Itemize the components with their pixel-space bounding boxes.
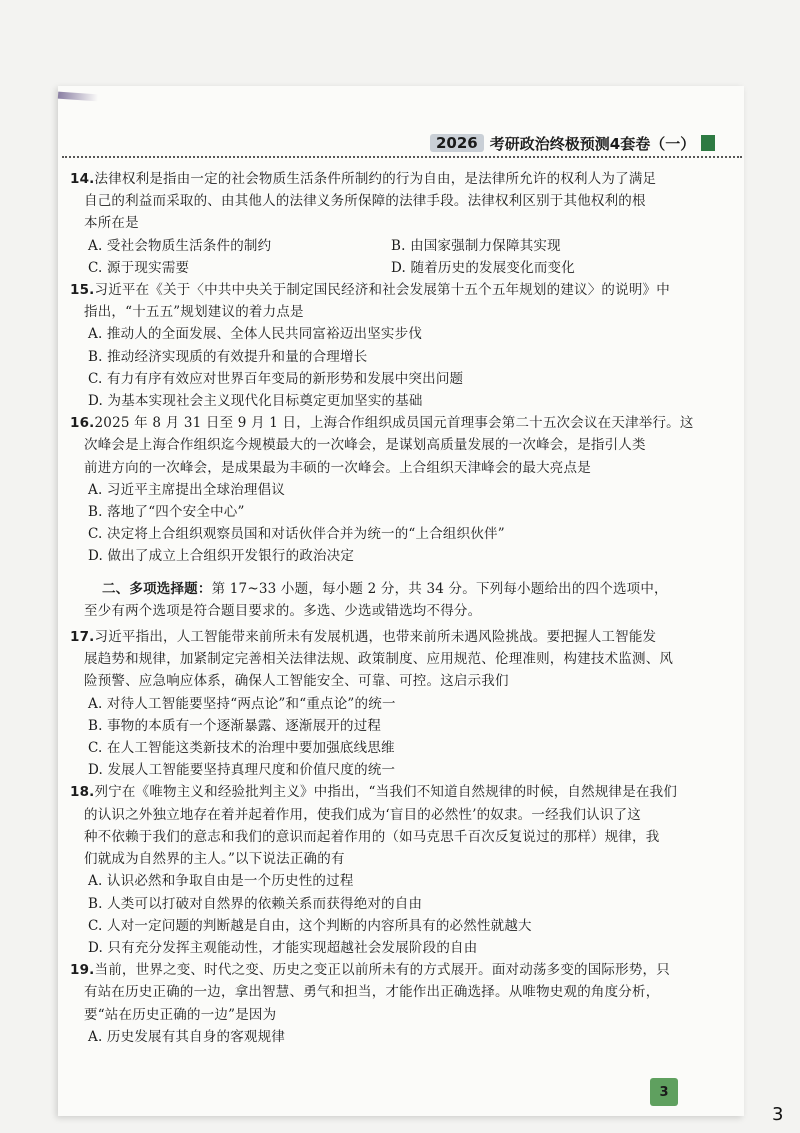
question-18 bbox=[70, 781, 694, 959]
question-text-line: 2025 年 8 月 31 日至 9 月 1 日，上海合作组织成员国元首理事会第二十五次会议在天津举行。这 bbox=[94, 415, 694, 432]
option-b[interactable]: B. 落地了“四个安全中心” bbox=[88, 504, 245, 521]
question-text-line: 前进方向的一次峰会，是成果最为丰硕的一次峰会。上合组织天津峰会的最大亮点是 bbox=[84, 459, 591, 476]
question-text-line: 列宁在《唯物主义和经验批判主义》中指出，“当我们不知道自然规律的时候，自然规律是在我们 bbox=[94, 784, 678, 801]
option-b[interactable]: B. 推动经济实现质的有效提升和量的合理增长 bbox=[88, 348, 368, 365]
page-number-badge: 3 bbox=[650, 1078, 678, 1106]
question-number: 14. bbox=[70, 171, 95, 187]
section-instructions: 至少有两个选项是符合题目要求的。多选、少选或错选均不得分。 bbox=[84, 602, 482, 619]
section-multiple-choice bbox=[84, 578, 694, 622]
option-b[interactable]: B. 由国家强制力保障其实现 bbox=[391, 237, 561, 254]
question-text-line: 习近平指出，人工智能带来前所未有发展机遇，也带来前所未遇风险挑战。要把握人工智能发 bbox=[94, 629, 657, 646]
header-year: 2026 bbox=[430, 134, 484, 152]
option-d[interactable]: D. 为基本实现社会主义现代化目标奠定更加坚实的基础 bbox=[88, 393, 423, 410]
option-c[interactable]: C. 在人工智能这类新技术的治理中要加强底线思维 bbox=[88, 740, 395, 757]
question-16 bbox=[70, 412, 694, 567]
option-d[interactable]: D. 只有充分发挥主观能动性，才能实现超越社会发展阶段的自由 bbox=[88, 939, 478, 956]
question-text-line: 的认识之外独立地存在着并起着作用，使我们成为‘盲目的必然性’的奴隶。一经我们认识了这 bbox=[84, 806, 641, 823]
question-number: 18. bbox=[70, 784, 95, 801]
option-c[interactable]: C. 决定将上合组织观察员国和对话伙伴合并为统一的“上合组织伙伴” bbox=[88, 526, 505, 543]
question-17 bbox=[70, 626, 694, 781]
question-text-line: 次峰会是上海合作组织迄今规模最大的一次峰会，是谋划高质量发展的一次峰会，是指引人类 bbox=[84, 437, 646, 454]
header-divider bbox=[62, 156, 742, 158]
option-a[interactable]: A. 认识必然和争取自由是一个历史性的过程 bbox=[88, 873, 354, 890]
option-a[interactable]: A. 推动人的全面发展、全体人民共同富裕迈出坚实步伐 bbox=[88, 326, 423, 343]
question-text-line: 险预警、应急响应体系，确保人工智能安全、可靠、可控。这启示我们 bbox=[84, 673, 509, 690]
question-19 bbox=[70, 959, 694, 1048]
question-14 bbox=[70, 168, 694, 279]
question-text-line: 们就成为自然界的主人。”以下说法正确的有 bbox=[84, 851, 345, 868]
question-text-line: 有站在历史正确的一边，拿出智慧、勇气和担当，才能作出正确选择。从唯物史观的角度分析， bbox=[84, 984, 660, 1001]
sheet-number: 3 bbox=[772, 1104, 784, 1125]
option-a[interactable]: A. 历史发展有其自身的客观规律 bbox=[88, 1028, 286, 1045]
question-number: 16. bbox=[70, 415, 95, 432]
header-square-icon bbox=[701, 135, 715, 151]
question-text-line: 自己的利益而采取的、由其他人的法律义务所保障的法律手段。法律权利区别于其他权利的根 bbox=[84, 193, 646, 210]
question-15 bbox=[70, 279, 694, 412]
questions-content bbox=[70, 168, 694, 1048]
question-text-line: 要“站在历史正确的一边”是因为 bbox=[84, 1006, 277, 1023]
question-text-line: 种不依赖于我们的意志和我们的意识而起着作用的（如马克思千百次反复说过的那样）规律，我 bbox=[84, 828, 660, 845]
question-text-line: 指出，“十五五”规划建议的着力点是 bbox=[84, 304, 304, 321]
section-title: 二、多项选择题： bbox=[101, 580, 212, 597]
header-title: 考研政治终极预测4套卷（一） bbox=[489, 134, 696, 153]
question-text-line: 习近平在《关于〈中共中央关于制定国民经济和社会发展第十五个五年规划的建议〉的说明》中 bbox=[94, 282, 670, 299]
page-header bbox=[430, 132, 715, 154]
question-number: 15. bbox=[70, 282, 95, 299]
option-c[interactable]: C. 人对一定问题的判断越是自由，这个判断的内容所具有的必然性就越大 bbox=[88, 917, 532, 934]
option-c[interactable]: C. 有力有序有效应对世界百年变局的新形势和发展中突出问题 bbox=[88, 370, 464, 387]
question-number: 17. bbox=[70, 629, 95, 646]
question-number: 19. bbox=[70, 962, 95, 979]
option-a[interactable]: A. 习近平主席提出全球治理倡议 bbox=[88, 481, 286, 498]
option-d[interactable]: D. 发展人工智能要坚持真理尺度和价值尺度的统一 bbox=[88, 762, 396, 779]
question-text-line: 本所在是 bbox=[84, 215, 139, 232]
option-a[interactable]: A. 受社会物质生活条件的制约 bbox=[88, 237, 272, 254]
option-b[interactable]: B. 人类可以打破对自然界的依赖关系而获得绝对的自由 bbox=[88, 895, 423, 912]
option-c[interactable]: C. 源于现实需要 bbox=[88, 259, 190, 276]
option-a[interactable]: A. 对待人工智能要坚持“两点论”和“重点论”的统一 bbox=[88, 695, 396, 712]
question-text-line: 法律权利是指由一定的社会物质生活条件所制约的行为自由，是法律所允许的权利人为了满足 bbox=[94, 171, 657, 187]
question-text-line: 当前，世界之变、时代之变、历史之变正以前所未有的方式展开。面对动荡多变的国际形势，只 bbox=[94, 962, 670, 979]
section-instructions: 第 17~33 小题，每小题 2 分，共 34 分。下列每小题给出的四个选项中， bbox=[211, 580, 668, 597]
option-d[interactable]: D. 做出了成立上合组织开发银行的政治决定 bbox=[88, 548, 355, 565]
option-d[interactable]: D. 随着历史的发展变化而变化 bbox=[391, 259, 575, 276]
question-text-line: 展趋势和规律，加紧制定完善相关法律法规、政策制度、应用规范、伦理准则，构建技术监测、风 bbox=[84, 651, 674, 668]
option-b[interactable]: B. 事物的本质有一个逐渐暴露、逐渐展开的过程 bbox=[88, 717, 382, 734]
